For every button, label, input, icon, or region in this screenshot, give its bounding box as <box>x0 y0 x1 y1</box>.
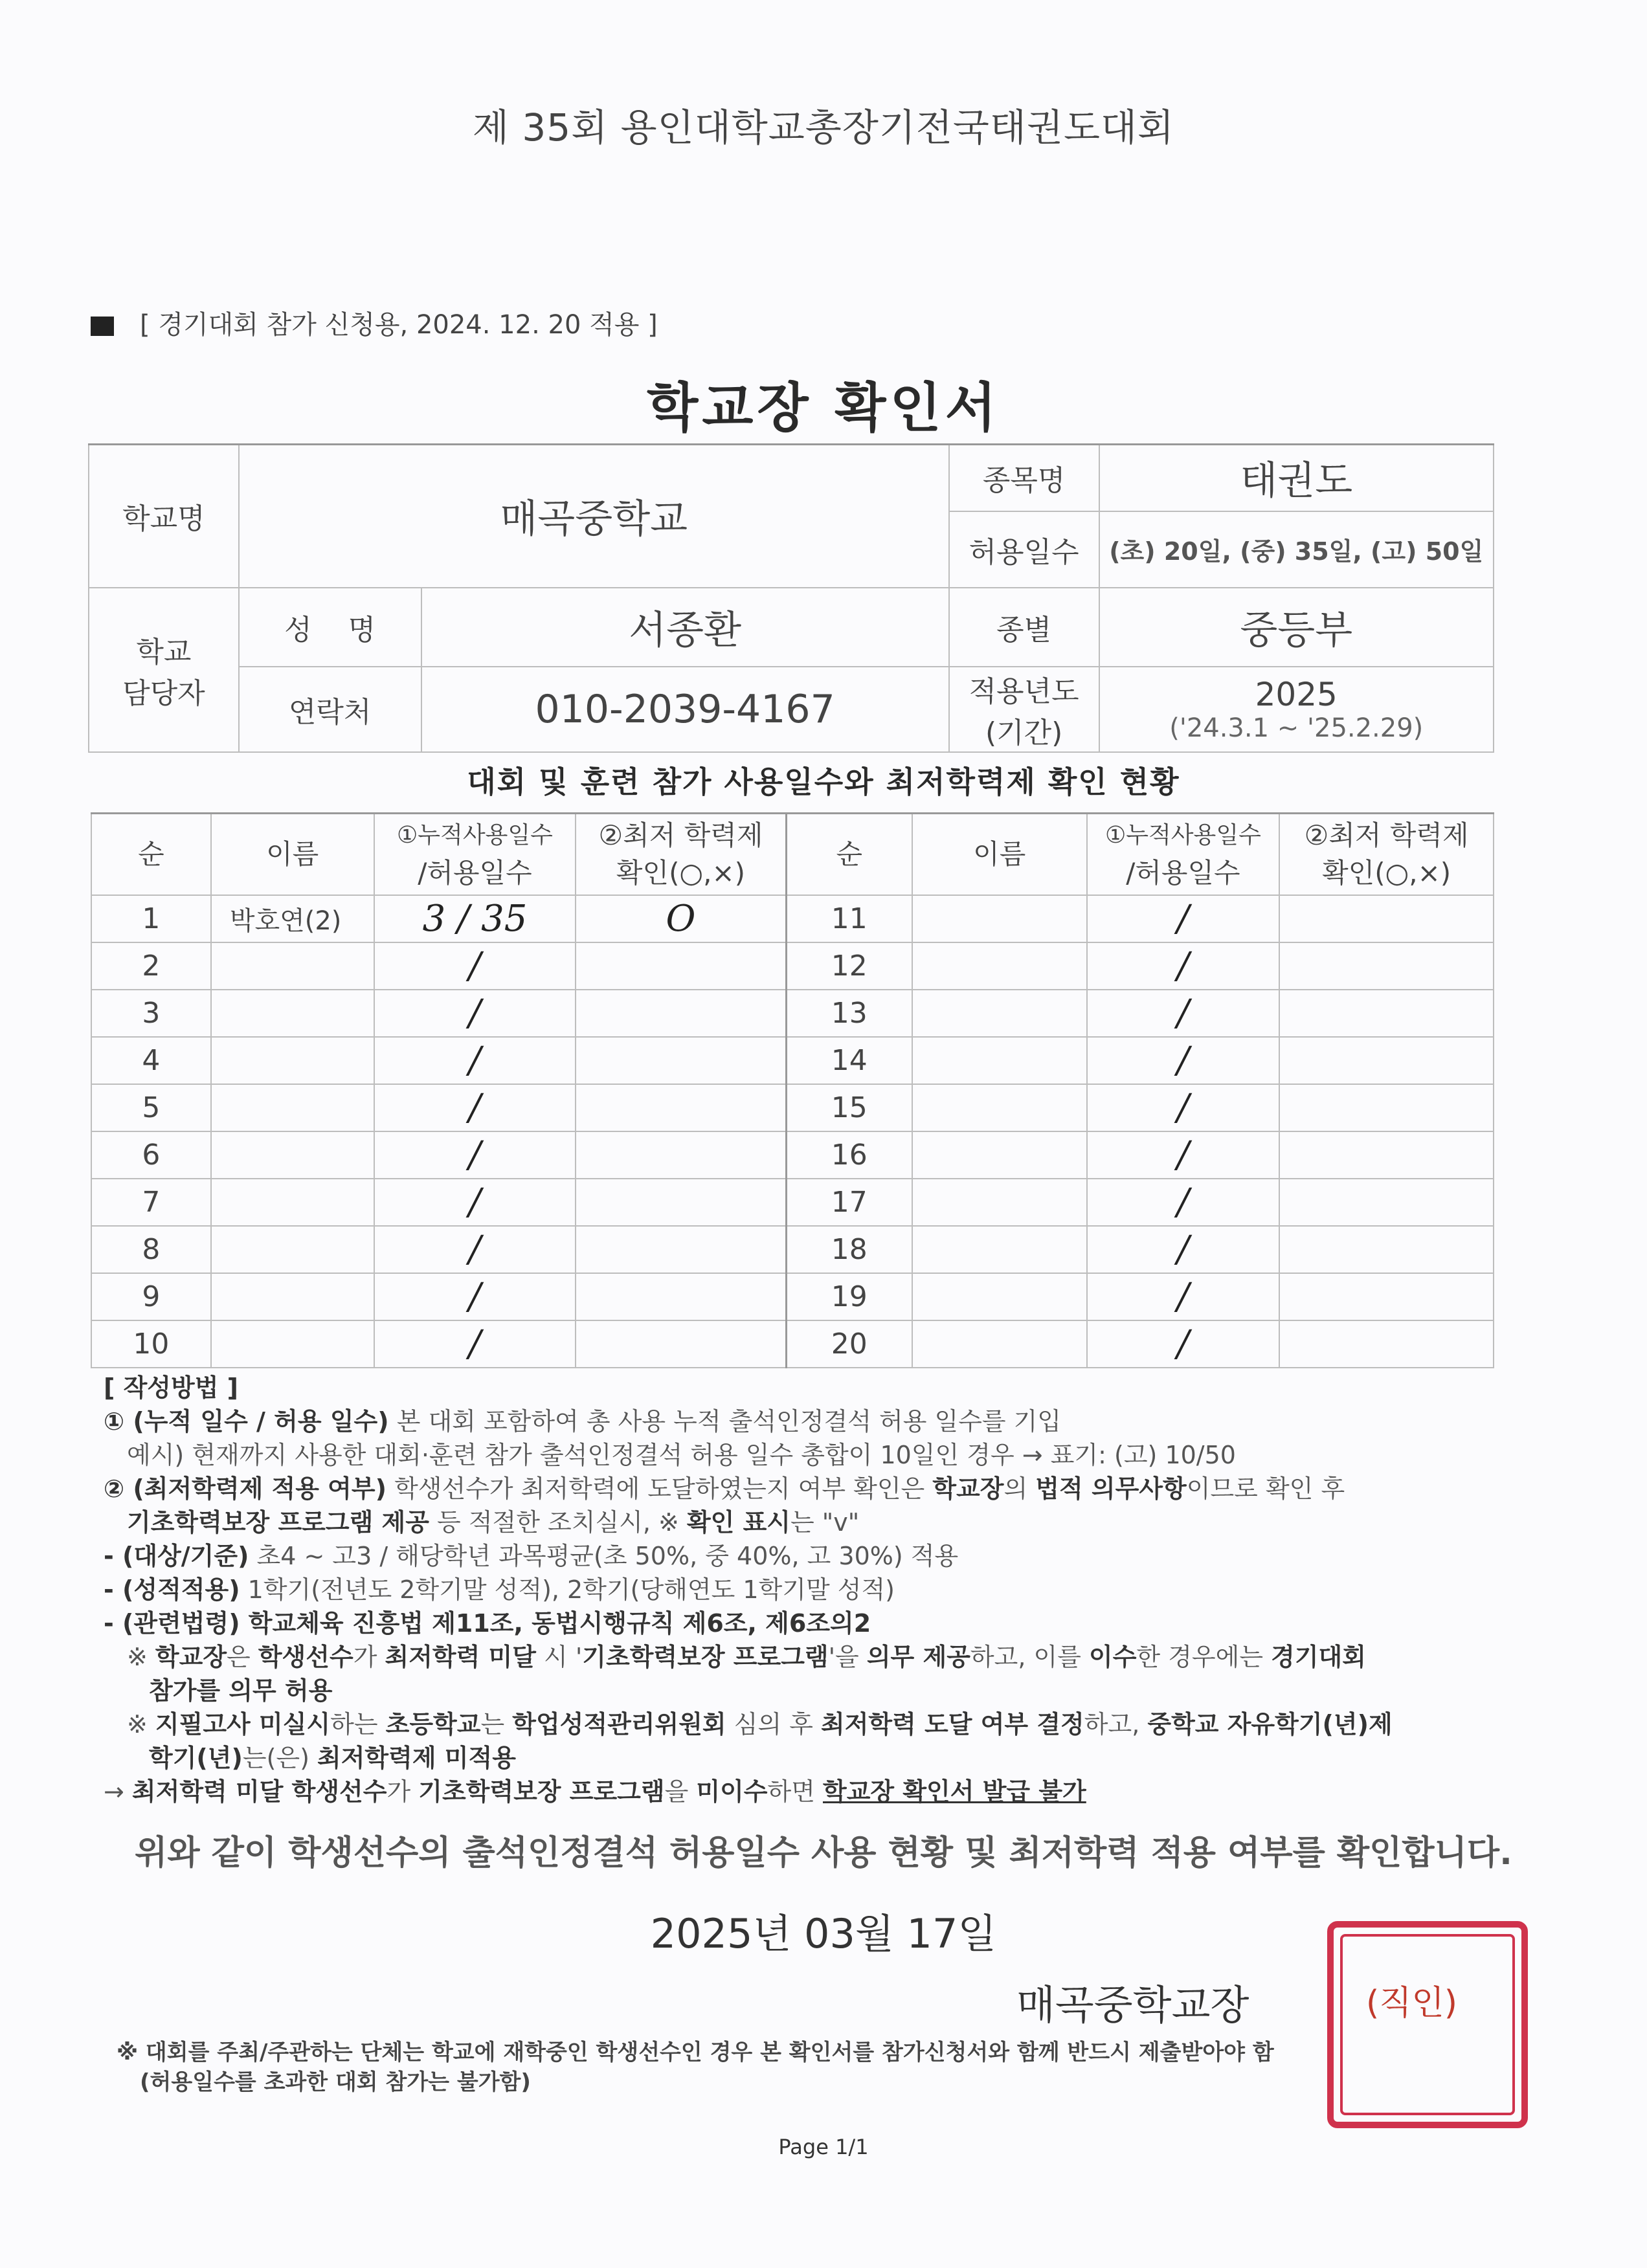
school-info-table <box>88 443 1494 753</box>
row-days <box>374 1037 576 1084</box>
row-number: 14 <box>786 1037 912 1084</box>
instr-bold: ① (누적 일수 / 허용 일수) <box>104 1407 389 1436</box>
row-days: / <box>1087 942 1280 990</box>
row-name <box>211 990 374 1037</box>
row-days: / <box>1087 990 1280 1037</box>
year-label <box>949 667 1099 752</box>
instr-bold: 기초학력보장 프로그램 <box>582 1643 829 1671</box>
row-days: / <box>1087 1084 1280 1131</box>
row-min-check <box>1279 1084 1494 1131</box>
days-slash: / <box>469 992 481 1034</box>
row-number: 15 <box>786 1084 912 1131</box>
row-name <box>211 1273 374 1320</box>
col-header-no: 순 <box>91 814 211 896</box>
row-days <box>374 1084 576 1131</box>
instr-bold: 미이수 <box>696 1777 768 1806</box>
row-name <box>211 942 374 990</box>
days-slash: / <box>469 1228 481 1271</box>
row-name <box>912 1179 1087 1226</box>
row-number: 16 <box>786 1131 912 1179</box>
row-name: 박호연(2) <box>211 895 374 942</box>
instr-text: 의 <box>1003 1474 1036 1503</box>
days-slash: / <box>469 1087 481 1129</box>
instr-bold: 경기대회 <box>1271 1643 1366 1671</box>
instr-bold: 의무 제공 <box>866 1643 970 1671</box>
instr-bold: 최저학력 미달 학생선수 <box>131 1777 387 1806</box>
row-days: / <box>1087 1273 1280 1320</box>
row-min-check <box>1279 1131 1494 1179</box>
instr-bold: 학교장 확인서 발급 불가 <box>823 1777 1086 1806</box>
staff-label <box>89 588 239 752</box>
instr-text: 는 <box>480 1710 513 1739</box>
row-number: 13 <box>786 990 912 1037</box>
table-row <box>91 1037 1494 1084</box>
row-min-check <box>1279 895 1494 942</box>
instr-bold: 최저학력 미달 <box>385 1643 536 1671</box>
confirmation-statement: 위와 같이 학생선수의 출석인정결석 허용일수 사용 현황 및 최저학력 적용 여부를 확인합니다. <box>135 1834 1512 1873</box>
col-header-name: 이름 <box>211 814 374 896</box>
row-number: 17 <box>786 1179 912 1226</box>
instr-bold: - (대상/기준) <box>104 1542 249 1570</box>
staff-name-value: 서종환 <box>421 588 949 667</box>
days-slash: / <box>469 1276 481 1318</box>
contact-value: 010-2039-4167 <box>421 667 949 752</box>
category-label: 종별 <box>949 588 1099 667</box>
col-header-days-line2: /허용일수 <box>418 857 532 889</box>
document-title: 학교장 확인서 <box>647 377 1000 439</box>
row-min-check <box>1279 1037 1494 1084</box>
instr-bold: 학업성적관리위원회 <box>512 1710 726 1739</box>
sport-label: 종목명 <box>949 445 1099 511</box>
instructions-heading-text: [ 작성방법 ] <box>104 1373 239 1402</box>
days-slash: / <box>469 1134 481 1176</box>
instr-text: ※ <box>127 1643 155 1671</box>
instruction-line <box>104 1674 1528 1707</box>
table-row <box>91 942 1494 990</box>
instr-bold: 초등학교 <box>385 1710 481 1739</box>
days-slash: / <box>469 1181 481 1223</box>
instruction-line <box>104 1775 1528 1808</box>
school-label: 학교명 <box>89 445 239 588</box>
instr-text: 하면 <box>767 1777 823 1806</box>
row-number: 3 <box>91 990 211 1037</box>
row-min-check <box>1279 1179 1494 1226</box>
row-name <box>912 990 1087 1037</box>
instr-bold: 법적 의무사항 <box>1035 1474 1187 1503</box>
instr-text: 한 경우에는 <box>1136 1643 1272 1671</box>
instr-text: 는(은) <box>242 1744 318 1772</box>
col-header-min-2-line2: 확인(○,×) <box>1322 857 1451 889</box>
instr-text: 하고, <box>1084 1710 1148 1739</box>
row-number: 18 <box>786 1226 912 1273</box>
row-number: 12 <box>786 942 912 990</box>
instr-bold: 학교장 <box>155 1643 227 1671</box>
instr-text: 가 <box>387 1777 419 1806</box>
year-label-line1: 적용년도 <box>969 674 1079 708</box>
instr-bold: 기초학력보장 프로그램 <box>418 1777 665 1806</box>
col-header-min-line1: ②최저 학력제 <box>598 819 763 851</box>
days-slash: / <box>457 898 470 940</box>
days-slash: / <box>469 945 481 987</box>
instr-text: 예시) 현재까지 사용한 대회·훈련 참가 출석인정결석 허용 일수 총합이 10일인 경우 → 표기: (고) 10/50 <box>127 1441 1236 1469</box>
instr-bold: - (관련법령) 학교체육 진흥법 제11조, 동법시행규칙 제6조, 제6조의2 <box>104 1609 871 1638</box>
table-row <box>91 1179 1494 1226</box>
row-number: 6 <box>91 1131 211 1179</box>
row-name <box>211 1131 374 1179</box>
row-name <box>211 1179 374 1226</box>
instr-text: 하고, 이를 <box>970 1643 1089 1671</box>
table-row <box>91 1320 1494 1368</box>
footnote-line1: ※ 대회를 주최/주관하는 단체는 학교에 재학중인 학생선수인 경우 본 확인서를 참가신청서와 함께 반드시 제출받아야 함 <box>117 2040 1274 2065</box>
row-min-check <box>576 990 786 1037</box>
issue-date: 2025년 03월 17일 <box>650 1910 997 1957</box>
row-days: / <box>1087 895 1280 942</box>
instr-text: '을 <box>828 1643 867 1671</box>
table-row <box>91 1131 1494 1179</box>
table-row <box>91 895 1494 942</box>
instr-text: 가 <box>353 1643 385 1671</box>
row-days <box>374 1179 576 1226</box>
row-name <box>211 1037 374 1084</box>
row-name <box>912 1226 1087 1273</box>
row-days: / <box>1087 1320 1280 1368</box>
usage-table-body <box>91 895 1494 1368</box>
instruction-line <box>104 1506 1528 1539</box>
event-title: 제 35회 용인대학교총장기전국태권도대회 <box>472 106 1175 150</box>
row-number: 11 <box>786 895 912 942</box>
instr-bold: 이수 <box>1088 1643 1137 1671</box>
row-days: / <box>1087 1037 1280 1084</box>
contact-label: 연락처 <box>239 667 421 752</box>
instr-text: 시 ' <box>535 1643 583 1671</box>
instr-bold: 학교장 <box>932 1474 1004 1503</box>
row-min-check <box>576 942 786 990</box>
row-days <box>374 1226 576 1273</box>
form-note-text: [ 경기대회 참가 신청용, 2024. 12. 20 적용 ] <box>140 310 658 340</box>
row-days <box>374 1131 576 1179</box>
row-days <box>374 990 576 1037</box>
instr-text: 1학기(전년도 2학기말 성적), 2학기(당해연도 1학기말 성적) <box>240 1575 895 1604</box>
col-header-min-line2: 확인(○,×) <box>616 857 746 889</box>
instr-text: 이므로 확인 후 <box>1186 1474 1345 1503</box>
allowed-days-label: 허용일수 <box>949 511 1099 588</box>
row-min-check <box>1279 1273 1494 1320</box>
instruction-line <box>104 1405 1528 1438</box>
table-row <box>91 990 1494 1037</box>
row-days: / <box>1087 1131 1280 1179</box>
row-min-check <box>576 1320 786 1368</box>
staff-label-line2: 담당자 <box>122 676 205 710</box>
row-days <box>374 1273 576 1320</box>
row-name <box>211 1084 374 1131</box>
instr-bold: 최저학력 도달 여부 결정 <box>821 1710 1084 1739</box>
year-label-line2: (기간) <box>985 716 1063 750</box>
row-name <box>912 1084 1087 1131</box>
instruction-line <box>104 1741 1528 1775</box>
name-label: 성 명 <box>239 588 421 667</box>
category-value: 중등부 <box>1099 588 1494 667</box>
sport-value: 태권도 <box>1099 445 1494 511</box>
days-slash: / <box>469 1040 481 1082</box>
row-number: 4 <box>91 1037 211 1084</box>
instructions <box>104 1371 1528 1808</box>
row-number: 7 <box>91 1179 211 1226</box>
col-header-name-2: 이름 <box>912 814 1087 896</box>
instr-text: 은 <box>227 1643 258 1671</box>
instr-bold: 최저학력제 미적용 <box>317 1744 516 1772</box>
official-seal-stamp <box>1327 1921 1528 2128</box>
days-slash: / <box>469 1323 481 1365</box>
row-min-check <box>576 1037 786 1084</box>
instr-bold: 기초학력보장 프로그램 제공 <box>127 1508 429 1537</box>
row-days <box>374 942 576 990</box>
form-note <box>91 304 658 341</box>
instruction-line <box>104 1707 1528 1741</box>
col-header-min <box>576 814 786 896</box>
row-days <box>374 1320 576 1368</box>
instr-bold: 중학교 자유학기(년)제 <box>1147 1710 1393 1739</box>
row-name <box>912 1131 1087 1179</box>
footnote-line2: (허용일수를 초과한 대회 참가는 불가함) <box>140 2069 531 2095</box>
section-title: 대회 및 훈련 참가 사용일수와 최저학력제 확인 현황 <box>467 764 1180 799</box>
instruction-line <box>104 1606 1528 1640</box>
square-bullet-icon <box>91 317 114 336</box>
usage-table <box>91 812 1494 1368</box>
table-row <box>91 1226 1494 1273</box>
table-row <box>91 1273 1494 1320</box>
row-min-check <box>576 1179 786 1226</box>
col-header-days-line1: ①누적사용일수 <box>397 822 553 849</box>
instr-text: ※ <box>127 1710 155 1739</box>
allowed-days: 35 <box>481 898 528 940</box>
instruction-line <box>104 1472 1528 1506</box>
instr-text: 심의 후 <box>726 1710 821 1739</box>
instr-bold: - (성적적용) <box>104 1575 240 1604</box>
col-header-days-2-line2: /허용일수 <box>1126 857 1240 889</box>
instr-text: 등 적절한 조치실시, ※ <box>429 1508 687 1537</box>
row-min-check <box>1279 990 1494 1037</box>
instr-text: 학생선수가 최저학력에 도달하였는지 여부 확인은 <box>386 1474 933 1503</box>
school-value: 매곡중학교 <box>239 445 949 588</box>
row-number: 8 <box>91 1226 211 1273</box>
instr-text: 본 대회 포함하여 총 사용 누적 출석인정결석 허용 일수를 기입 <box>388 1407 1062 1436</box>
instr-text: 초4 ~ 고3 / 해당학년 과목평균(초 50%, 중 40%, 고 30%) 적용 <box>249 1542 959 1570</box>
row-min-check <box>576 1273 786 1320</box>
instructions-heading <box>104 1371 1528 1405</box>
year-period: ('24.3.1 ~ '25.2.29) <box>1169 713 1424 743</box>
footnote <box>117 2038 1508 2097</box>
instruction-line <box>104 1640 1528 1674</box>
row-number: 2 <box>91 942 211 990</box>
row-name <box>912 895 1087 942</box>
table-row <box>91 1084 1494 1131</box>
row-number: 19 <box>786 1273 912 1320</box>
instr-bold: 학기(년) <box>149 1744 243 1772</box>
row-name <box>211 1320 374 1368</box>
instruction-line <box>104 1539 1528 1573</box>
col-header-min-2-line1: ②최저 학력제 <box>1304 819 1469 851</box>
instr-bold: ② (최저학력제 적용 여부) <box>104 1474 387 1503</box>
year-value: 2025 <box>1255 675 1338 713</box>
row-number: 9 <box>91 1273 211 1320</box>
col-header-no-2: 순 <box>786 814 912 896</box>
row-name <box>912 1037 1087 1084</box>
row-number: 5 <box>91 1084 211 1131</box>
row-days: / <box>1087 1226 1280 1273</box>
row-days: / <box>1087 1179 1280 1226</box>
row-min-check <box>1279 942 1494 990</box>
col-header-days <box>374 814 576 896</box>
row-min-check <box>1279 1320 1494 1368</box>
page-number: Page 1/1 <box>778 2135 869 2159</box>
instr-text: 하는 <box>330 1710 386 1739</box>
row-name <box>211 1226 374 1273</box>
row-days <box>374 895 576 942</box>
year-value-cell <box>1099 667 1494 752</box>
row-min-check <box>576 1131 786 1179</box>
used-days: 3 <box>422 898 446 940</box>
instr-text: → <box>104 1777 132 1806</box>
instr-text: 을 <box>664 1777 697 1806</box>
instr-bold: 지필고사 미실시 <box>155 1710 331 1739</box>
col-header-days-2-line1: ①누적사용일수 <box>1104 822 1261 849</box>
row-number: 1 <box>91 895 211 942</box>
instruction-line <box>104 1573 1528 1606</box>
row-min-check <box>1279 1226 1494 1273</box>
staff-label-line1: 학교 <box>136 635 192 669</box>
row-min-check: O <box>576 895 786 942</box>
row-min-check <box>576 1226 786 1273</box>
instr-bold: 참가를 의무 허용 <box>149 1676 333 1705</box>
allowed-days-value: (초) 20일, (중) 35일, (고) 50일 <box>1099 511 1494 588</box>
row-name <box>912 942 1087 990</box>
row-number: 10 <box>91 1320 211 1368</box>
principal-name: 매곡중학교장 <box>1016 1981 1249 2029</box>
col-header-days-2 <box>1087 814 1280 896</box>
row-name <box>912 1273 1087 1320</box>
instr-bold: 확인 표시 <box>686 1508 791 1537</box>
instruction-line <box>104 1438 1528 1472</box>
instr-text: 는 "v" <box>790 1508 860 1537</box>
seal-mark: (직인) <box>1366 1984 1458 2023</box>
col-header-min-2 <box>1279 814 1494 896</box>
instr-bold: 학생선수 <box>258 1643 353 1671</box>
row-min-check <box>576 1084 786 1131</box>
row-name <box>912 1320 1087 1368</box>
row-number: 20 <box>786 1320 912 1368</box>
